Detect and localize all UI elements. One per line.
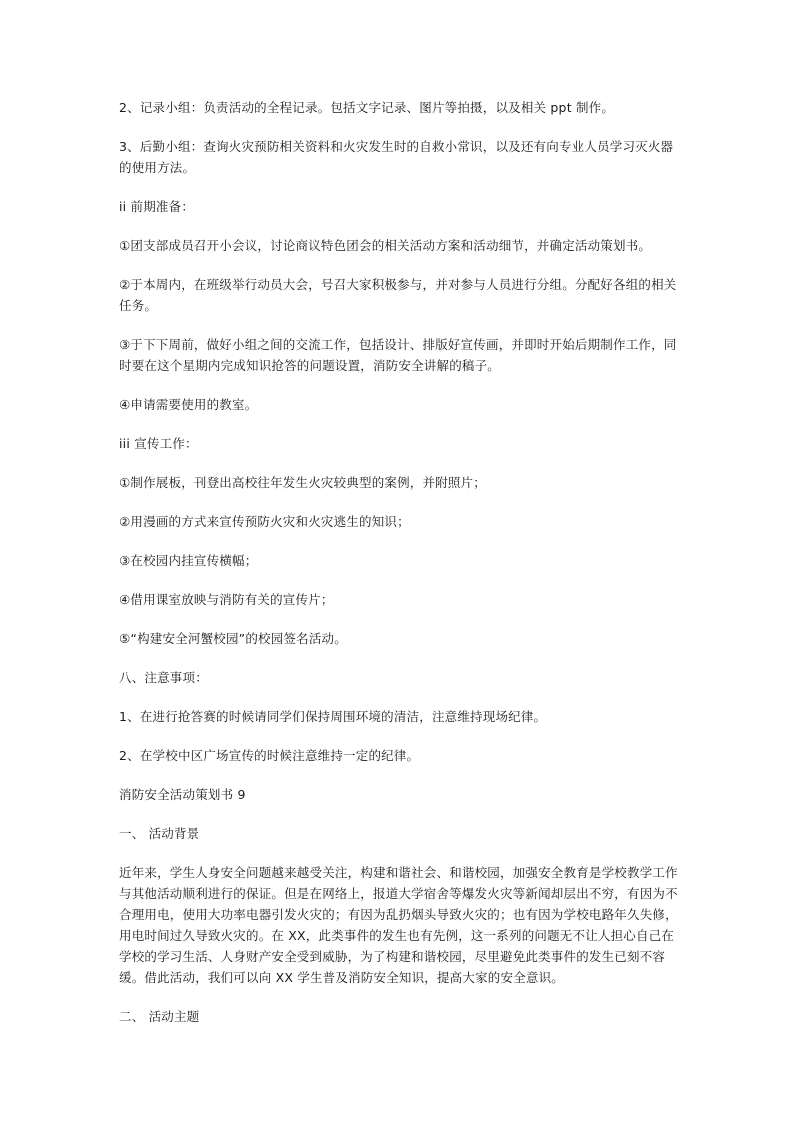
list-item-note-2: 2、在学校中区广场宣传的时候注意维持一定的纪律。 (119, 748, 420, 763)
list-item-prep-1: ①团支部成员召开小会议，讨论商议特色团会的相关活动方案和活动细节，并确定活动策划书。 (119, 238, 652, 253)
list-item-publicity-3: ③在校园内挂宣传横幅； (119, 553, 258, 568)
paragraph-background: 近年来，学生人身安全问题越来越受关注，构建和谐社会、和谐校园，加强安全教育是学校教学工作与其他活动顺利进行的保证。但是在网络上，报道大学宿舍等爆发火灾等新闻却层出不穷，有因为不合理用电，使用大功率电器引发火灾的；有因为乱扔烟头导致火灾的；也有因为学校电路年久失修，用电时间过久导致火灾的。在 XX，此类事件的发生也有先例，这一系列的问题无不让人担心自己在学校的学习生活、人身财产安全受到威胁，为了构建和谐校园，尽里避免此类事件的发生已刻不容缓。借此活动，我们可以向 XX 学生普及消防安全知识，提高大家的安全意识。 (119, 865, 678, 985)
heading-background: 一、 活动背景 (119, 826, 200, 841)
heading-theme: 二、 活动主题 (119, 1009, 200, 1024)
document-page (119, 97, 679, 1027)
paragraph-record-group: 2、记录小组：负责活动的全程记录。包括文字记录、图片等拍摄，以及相关 ppt 制作。 (119, 100, 615, 115)
section-title-plan-9: 消防安全活动策划书 9 (119, 787, 246, 802)
list-item-note-1: 1、在进行抢答赛的时候请同学们保持周围环境的清洁，注意维持现场纪律。 (119, 709, 547, 724)
heading-preparation: ii 前期准备： (119, 199, 195, 214)
list-item-prep-3: ③于下下周前，做好小组之间的交流工作，包括设计、排版好宣传画，并即时开始后期制作工作，同时要在这个星期内完成知识抢答的问题设置，消防安全讲解的稿子。 (119, 337, 677, 373)
list-item-publicity-2: ②用漫画的方式来宣传预防火灾和火灾逃生的知识； (119, 514, 410, 529)
paragraph-logistics-group: 3、后勤小组：查询火灾预防相关资料和火灾发生时的自救小常识，以及还有向专业人员学习灭火器的使用方法。 (119, 139, 674, 175)
list-item-prep-2: ②于本周内，在班级举行动员大会，号召大家积极参与，并对参与人员进行分组。分配好各组的相关任务。 (119, 277, 677, 313)
list-item-publicity-1: ①制作展板，刊登出高校往年发生火灾较典型的案例，并附照片； (119, 475, 487, 490)
list-item-prep-4: ④申请需要使用的教室。 (119, 397, 258, 412)
list-item-publicity-5: ⑤“构建安全河蟹校园”的校园签名活动。 (119, 631, 347, 646)
heading-notes: 八、注意事项： (119, 670, 208, 685)
heading-publicity: iii 宣传工作： (119, 436, 198, 451)
list-item-publicity-4: ④借用课室放映与消防有关的宣传片； (119, 592, 334, 607)
